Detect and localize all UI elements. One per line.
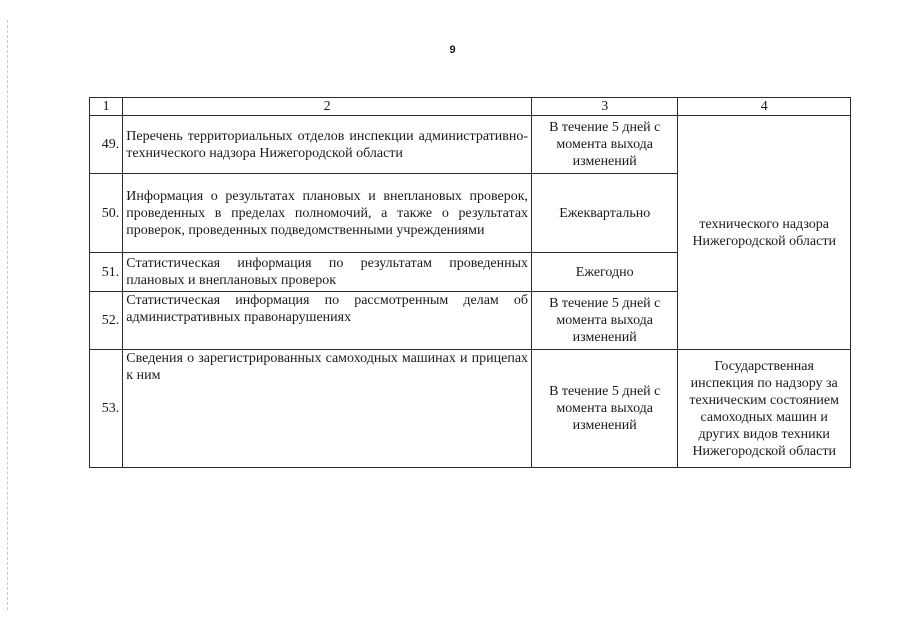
table-row bbox=[90, 116, 851, 174]
column-header-number: 1 bbox=[90, 98, 123, 116]
row-period: В течение 5 дней с момента выхода изменений bbox=[532, 350, 678, 468]
row-responsible: технического надзора Нижегородской области bbox=[678, 116, 851, 350]
column-header-responsible: 4 bbox=[678, 98, 851, 116]
row-content: Сведения о зарегистрированных самоходных машинах и прицепах к ним bbox=[123, 350, 532, 468]
row-period: В течение 5 дней с момента выхода изменений bbox=[532, 116, 678, 174]
row-number: 53. bbox=[90, 350, 123, 468]
row-responsible: Государственная инспекция по надзору за техническим состоянием самоходных машин и других видов техники Нижегородской области bbox=[678, 350, 851, 468]
column-header-period: 3 bbox=[532, 98, 678, 116]
row-period: Ежегодно bbox=[532, 253, 678, 292]
row-number: 50. bbox=[90, 174, 123, 253]
column-header-content: 2 bbox=[123, 98, 532, 116]
document-table bbox=[89, 97, 851, 468]
row-period: Ежеквартально bbox=[532, 174, 678, 253]
row-content: Статистическая информация по результатам проведенных плановых и внеплановых проверок bbox=[123, 253, 532, 292]
row-number: 51. bbox=[90, 253, 123, 292]
table-header-row bbox=[90, 98, 851, 116]
scan-edge-line bbox=[7, 20, 8, 610]
row-content: Перечень территориальных отделов инспекции административно-технического надзора Нижегородской области bbox=[123, 116, 532, 174]
row-number: 49. bbox=[90, 116, 123, 174]
table-row bbox=[90, 350, 851, 468]
page-number: 9 bbox=[449, 44, 456, 56]
row-content: Информация о результатах плановых и внеплановых проверок, проведенных в пределах полномочий, а также о результатах проверок, проведенных подведомственными учреждениями bbox=[123, 174, 532, 253]
row-period: В течение 5 дней с момента выхода изменений bbox=[532, 292, 678, 350]
row-number: 52. bbox=[90, 292, 123, 350]
row-content: Статистическая информация по рассмотренным делам об административных правонарушениях bbox=[123, 292, 532, 350]
